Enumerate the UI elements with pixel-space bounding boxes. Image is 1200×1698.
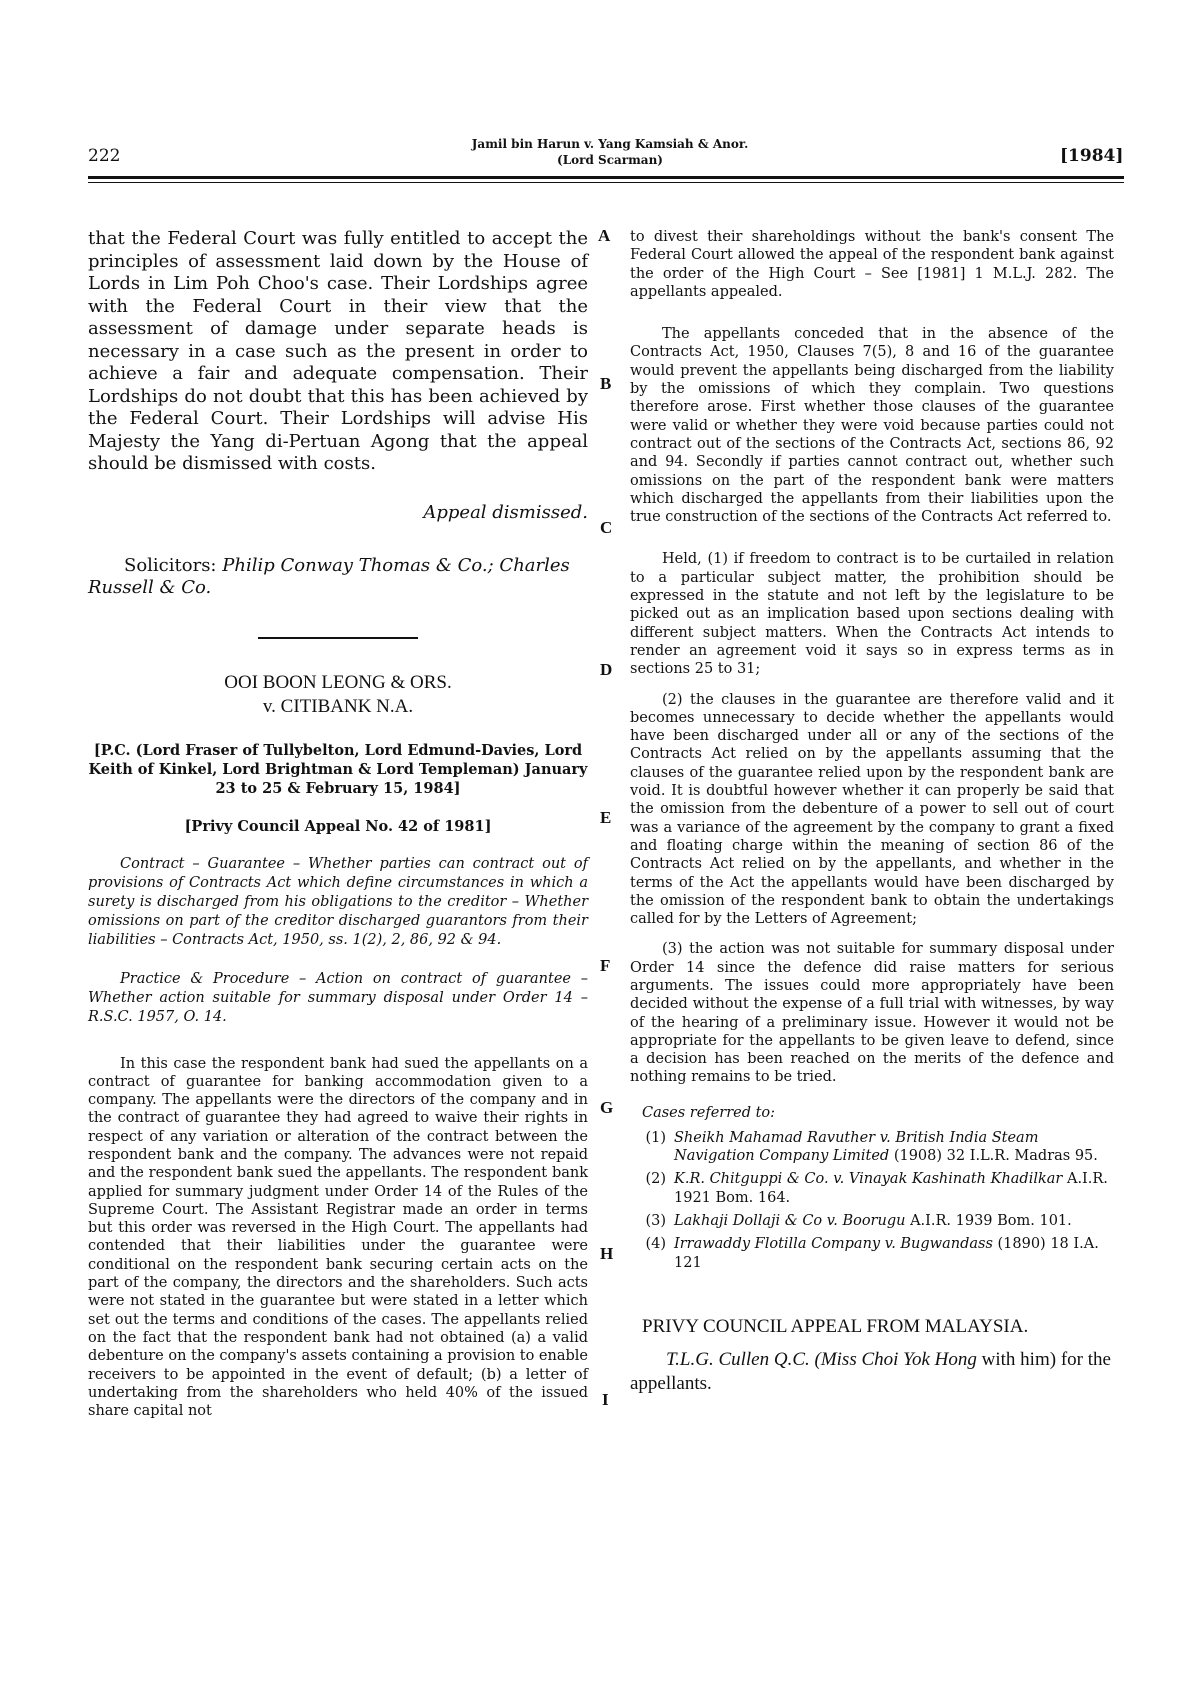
page-number: 222: [88, 146, 121, 166]
case-number: (4): [645, 1236, 666, 1253]
catchwords-contract: Contract – Guarantee – Whether parties can contract out of provisions of Contracts Act which define circumstances in which a surety is discharged from his obligations to the creditor – Whether omissions on part of the creditor discharged guarantors from their liabilities – Contracts Act, 1950, ss. 1(2), 2, 86, 92 & 94.: [88, 855, 588, 948]
cases-list: [630, 1129, 1114, 1272]
privy-council-heading: PRIVY COUNCIL APPEAL FROM MALAYSIA.: [642, 1315, 1029, 1337]
appellants-concession: The appellants conceded that in the absence of the Contracts Act, 1950, Clauses 7(5), 8 and 16 of the guarantee would prevent the appellants being discharged from the liability by the omissions of which they complain. Two questions therefore arose. First whether those clauses of the guarantee were valid or whether they were void because parties could not contract out of the sections of the Contracts Act, sections 86, 92 and 94. Secondly if parties cannot contract out, whether such omissions on the part of the respondent bank were matters which discharged the appellants from their liabilities upon the true construction of the sections of the Contracts Act referred to.: [630, 326, 1114, 526]
case-item: [630, 1170, 1114, 1207]
running-header: [430, 136, 790, 168]
running-title: Jamil bin Harun v. Yang Kamsiah & Anor.: [471, 137, 749, 151]
case-item: [630, 1235, 1114, 1272]
counsel-role: with him) for the appellants.: [630, 1348, 1111, 1394]
facts-paragraph: In this case the respondent bank had sued the appellants on a contract of guarantee for banking accommodation given to a company. The appellants were the directors of the company and in the contract of guarantee they had agreed to waive their rights in respect of any variation or alteration of the contract between the respondent bank and the company. The advances were not repaid and the respondent bank sued the appellants. The respondent bank applied for summary judgment under Order 14 of the Rules of the Supreme Court. The Assistant Registrar made an order in terms but this order was reversed in the High Court. The appellants had contended that their liabilities under the guarantee were conditional on the respondent bank securing certain acts on the part of the company, the directors and the shareholders. Such acts were not stated in the guarantee but were stated in a letter which set out the terms and conditions of the cases. The appellants relied on the fact that the respondent bank had not obtained (a) a valid debenture on the company's assets containing a provision to enable receivers to be appointed in the event of default; (b) a letter of undertaking from the shareholders who held 40% of the issued share capital not: [88, 1055, 588, 1420]
case-citation: A.I.R. 1939 Bom. 101.: [910, 1212, 1072, 1229]
header-rule-thick: [88, 176, 1124, 179]
appeal-number: [Privy Council Appeal No. 42 of 1981]: [184, 817, 492, 835]
bench-and-dates: [P.C. (Lord Fraser of Tullybelton, Lord Edmund-Davies, Lord Keith of Kinkel, Lord Brightman & Lord Templeman) January 23 to 25 & February 15, 1984]: [88, 741, 588, 797]
counsel-name: T.L.G. Cullen Q.C. (Miss Choi Yok Hong: [666, 1348, 977, 1370]
judgment-conclusion: that the Federal Court was fully entitled to accept the principles of assessment laid down by the House of Lords in Lim Poh Choo's case. Their Lordships agree with the Federal Court in their view that the assessment of damage under separate heads is necessary in a case such as the present in order to achieve a fair and adequate compensation. Their Lordships do not doubt that this has been achieved by the Federal Court. Their Lordships will advise His Majesty the Yang di-Pertuan Agong that the appeal should be dismissed with costs.: [88, 228, 588, 474]
solicitors-label: Solicitors:: [124, 554, 217, 576]
margin-letter-i: I: [602, 1390, 609, 1409]
case-divider: [258, 637, 418, 639]
margin-letter-h: H: [600, 1244, 614, 1263]
running-subtitle: (Lord Scarman): [557, 153, 663, 167]
case-name: Lakhaji Dollaji & Co v. Boorugu: [674, 1212, 906, 1229]
counsel-appearance: [630, 1348, 1114, 1396]
appeal-dismissed: Appeal dismissed.: [423, 501, 588, 523]
margin-letter-f: F: [600, 956, 611, 975]
case-title-respondent: v. CITIBANK N.A.: [262, 695, 414, 717]
case-citation: A.I.R. 1921 Bom. 164.: [674, 1171, 1108, 1206]
case-title: [88, 671, 588, 719]
case-name: Irrawaddy Flotilla Company v. Bugwandass: [674, 1236, 993, 1253]
case-name: Sheikh Mahamad Ravuther v. British India Steam Navigation Company Limited: [674, 1129, 1039, 1165]
case-number: (1): [645, 1129, 666, 1146]
held-point-1: Held, (1) if freedom to contract is to be curtailed in relation to a particular subject matter, the prohibition should be expressed in the statute and not left by the legislature to be picked out as an implication based upon sections dealing with different subject matters. When the Contracts Act intends to render an agreement void it says so in express terms as in sections 25 to 31;: [630, 551, 1114, 678]
header-rule-thin: [88, 182, 1124, 183]
margin-letter-g: G: [600, 1098, 614, 1117]
margin-letter-c: C: [600, 518, 613, 537]
right-column: [630, 228, 1114, 1396]
margin-letter-b: B: [600, 374, 612, 393]
margin-letter-a: A: [598, 226, 611, 245]
held-point-2: (2) the clauses in the guarantee are therefore valid and it becomes unnecessary to decide whether the appellants would have been discharged under all or any of the sections of the Contracts Act relied on by the appellants assuming that the clauses of the guarantee relied upon by the respondent bank are void. It is doubtful however whether it can properly be said that the omission from the debenture of a power to sell out of court was a variance of the agreement by the company to grant a fixed and floating charge within the meaning of section 86 of the Contracts Act relied on by the appellants, and whether in the terms of the Act the appellants would have been discharged by the omission of the respondent bank to obtain the undertakings called for by the Letters of Agreement;: [630, 691, 1114, 928]
case-name: K.R. Chitguppi & Co. v. Vinayak Kashinath Khadilkar: [674, 1171, 1063, 1188]
solicitors: [88, 555, 588, 599]
case-title-parties: OOI BOON LEONG & ORS.: [224, 671, 452, 693]
held-point-3: (3) the action was not suitable for summary disposal under Order 14 since the defence did raise matters for serious arguments. The issues could more appropriately have been decided without the expense of a full trial with witnesses, by way of the hearing of a preliminary issue. However it would not be appropriate for the appellants to be given leave to defend, since a decision has been reached on the merits of the defence and nothing remains to be tried.: [630, 941, 1114, 1086]
report-year: [1984]: [1060, 146, 1124, 166]
case-item: [630, 1212, 1114, 1230]
case-number: (3): [645, 1212, 666, 1229]
case-number: (2): [645, 1171, 666, 1188]
case-citation: (1908) 32 I.L.R. Madras 95.: [893, 1148, 1098, 1165]
catchwords-procedure: Practice & Procedure – Action on contract of guarantee – Whether action suitable for summary disposal under Order 14 – R.S.C. 1957, O. 14.: [88, 970, 588, 1025]
case-item: [630, 1129, 1114, 1166]
cases-referred-heading: Cases referred to:: [642, 1104, 776, 1121]
case-citation: (1890) 18 I.A. 121: [674, 1236, 1099, 1271]
solicitors-names: Philip Conway Thomas & Co.; Charles Russell & Co.: [88, 554, 570, 598]
margin-letter-e: E: [600, 808, 612, 827]
facts-continued: to divest their shareholdings without the bank's consent The Federal Court allowed the appeal of the respondent bank against the order of the High Court – See [1981] 1 M.L.J. 282. The appellants appealed.: [630, 229, 1114, 300]
margin-letter-d: D: [600, 660, 613, 679]
left-column: [88, 228, 588, 1420]
